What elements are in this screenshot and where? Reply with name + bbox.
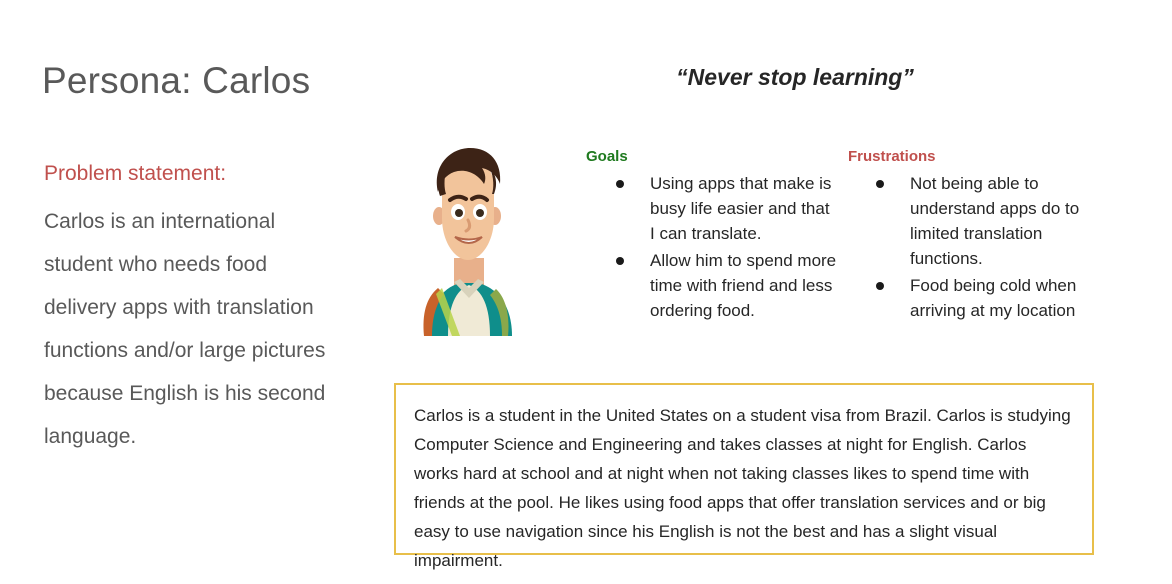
frustrations-column xyxy=(848,148,1110,325)
goals-list xyxy=(586,171,838,323)
problem-statement-text: Carlos is an international student who needs food delivery apps with translation functions and/or large pictures because English is his second language. xyxy=(44,210,326,448)
goals-column xyxy=(586,148,838,325)
frustrations-heading: Frustrations xyxy=(848,148,936,165)
page-title: Persona: Carlos xyxy=(42,60,311,101)
bio-box xyxy=(394,383,1094,570)
list-item: Using apps that make is busy life easier and that I can translate. xyxy=(586,171,838,246)
list-item: Food being cold when arriving at my location xyxy=(848,273,1110,323)
frustrations-list xyxy=(848,171,1110,323)
list-item: Not being able to understand apps do to limited translation functions. xyxy=(848,171,1110,271)
male-student-avatar-illustration xyxy=(382,138,552,336)
bio-text: Carlos is a student in the United States on a student visa from Brazil. Carlos is studying Computer Science and Engineering and takes classes at night for English. Carlos works hard at school and at night when not taking classes likes to spend time with friends at the pool. He likes using food apps that offer translation services and or big easy to use navigation since his English is not the best and has a slight visual impairment. xyxy=(414,406,1071,570)
goals-heading: Goals xyxy=(586,148,628,165)
list-item: Allow him to spend more time with friend and less ordering food. xyxy=(586,248,838,323)
problem-statement-block xyxy=(44,158,344,458)
persona-quote: “Never stop learning” xyxy=(676,64,914,90)
problem-statement-label: Problem statement: xyxy=(44,162,227,185)
